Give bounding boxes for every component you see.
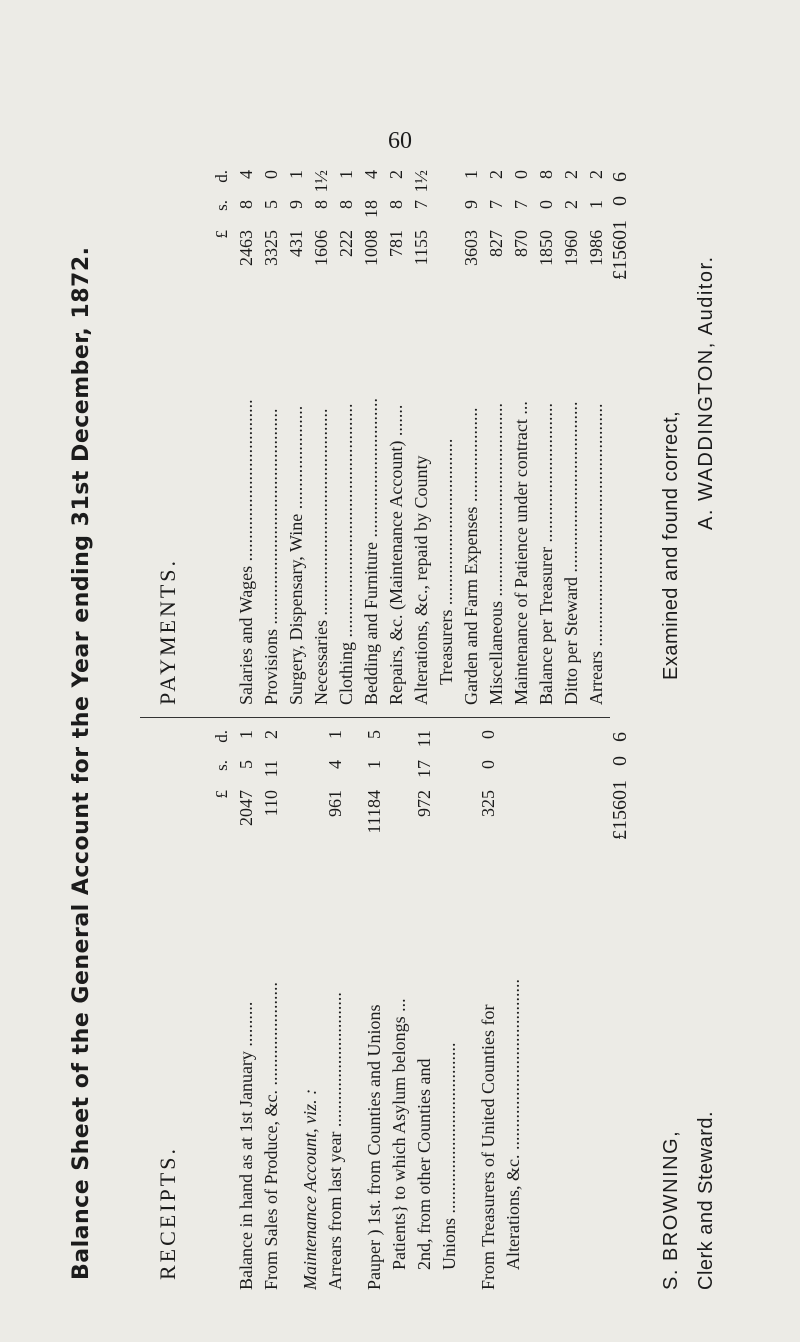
payments-units	[212, 170, 234, 705]
payment-row	[484, 170, 509, 705]
payment-description: Maintenance of Patience under contract ...	[511, 401, 531, 705]
receipt-row	[323, 730, 348, 1290]
amount-pounds: 961	[325, 790, 345, 817]
receipt-description: Pauper ) 1st. from Counties and Unions	[364, 1004, 384, 1290]
receipt-row	[437, 730, 462, 1290]
receipt-description: From Sales of Produce, &c. .......................	[261, 982, 281, 1290]
amount-shillings: 17	[414, 760, 434, 778]
payment-description: Ditto per Steward ......................................	[561, 401, 581, 705]
payment-description: Treasurers .....................................	[436, 438, 456, 685]
amount-shillings: 9	[461, 200, 481, 209]
receipts-panel	[150, 730, 631, 1290]
amount-shillings: 2	[561, 200, 581, 209]
receipt-amount	[412, 730, 437, 850]
payment-description: Salaries and Wages ....................................	[236, 399, 256, 705]
payment-description: Surgery, Dispensary, Wine .......................	[286, 405, 306, 705]
row-gap	[462, 730, 476, 1290]
amount-pence: 1	[325, 730, 345, 739]
payment-amount	[359, 170, 384, 290]
receipt-description: Maintenance Account, viz. :	[300, 1088, 320, 1290]
receipt-description: 2nd, from other Counties and	[414, 1058, 434, 1270]
receipt-description: Arrears from last year ..............................	[325, 992, 345, 1290]
amount-pounds: 2463	[236, 230, 256, 266]
amount-pence: 1	[336, 170, 356, 179]
amount-pence: 2	[586, 170, 606, 179]
payment-description: Alterations, &c., repaid by County	[411, 455, 431, 705]
receipt-description: Unions ......................................	[439, 1042, 459, 1270]
amount-shillings: 1	[586, 200, 606, 209]
receipt-row	[476, 730, 501, 1290]
amount-pence: 0	[478, 730, 498, 739]
payment-description: Miscellaneous ...........................................	[486, 403, 506, 705]
amount-pence: 0	[261, 170, 281, 179]
payment-description: Arrears ......................................................	[586, 403, 606, 705]
payment-amount	[509, 170, 534, 290]
amount-pounds: 2047	[236, 790, 256, 826]
receipt-row	[259, 730, 284, 1290]
receipt-row	[387, 730, 412, 1290]
payment-description: Repairs, &c. (Maintenance Account) .......	[386, 404, 406, 705]
payment-row	[384, 170, 409, 705]
amount-pounds: 3325	[261, 230, 281, 266]
amount-pounds: 325	[478, 790, 498, 817]
amount-pounds: 781	[386, 230, 406, 257]
receipt-amount	[476, 730, 501, 850]
amount-shillings: 8	[386, 200, 406, 209]
payment-amount	[309, 170, 334, 290]
payment-description: Necessaries ..............................................	[311, 408, 331, 705]
receipt-amount	[323, 730, 348, 850]
receipt-row	[362, 730, 387, 1290]
payment-amount	[484, 170, 509, 290]
amount-shillings: 11	[261, 760, 281, 778]
payment-row	[534, 170, 559, 705]
amount-shillings: 5	[261, 200, 281, 209]
payment-row	[509, 170, 534, 705]
total-pence: 6	[609, 732, 631, 742]
receipt-amount	[362, 730, 387, 850]
column-divider	[140, 717, 610, 718]
total-pence: 6	[609, 172, 631, 182]
unit-shillings: s.	[212, 760, 231, 771]
payment-amount	[234, 170, 259, 290]
auditor-name: A. WADDINGTON, Auditor.	[695, 255, 717, 530]
amount-pence: 1	[461, 170, 481, 179]
payment-amount	[459, 170, 484, 290]
total-pounds: £15601	[609, 780, 631, 840]
payment-row	[434, 170, 459, 705]
total-shillings: 0	[609, 756, 631, 766]
amount-shillings: 8	[236, 200, 256, 209]
amount-pence: 1½	[411, 170, 431, 193]
payment-amount	[259, 170, 284, 290]
receipts-rows	[212, 730, 526, 1290]
amount-shillings: 7	[411, 200, 431, 209]
examined-note: Examined and found correct,	[660, 410, 682, 680]
payment-row	[359, 170, 384, 705]
payment-row	[284, 170, 309, 705]
amount-pounds: 3603	[461, 230, 481, 266]
amount-shillings: 0	[478, 760, 498, 769]
amount-pounds: 110	[261, 790, 281, 817]
amount-shillings: 7	[511, 200, 531, 209]
amount-shillings: 8	[336, 200, 356, 209]
total-pounds: £15601	[609, 220, 631, 280]
payment-row	[559, 170, 584, 705]
amount-pence: 1	[236, 730, 256, 739]
amount-pounds: 972	[414, 790, 434, 817]
unit-shillings: s.	[212, 200, 231, 211]
amount-pence: 4	[361, 170, 381, 179]
amount-pounds: 1008	[361, 230, 381, 266]
amount-shillings: 5	[236, 760, 256, 769]
amount-shillings: 9	[286, 200, 306, 209]
unit-pounds: £	[212, 230, 231, 239]
receipts-units	[212, 730, 234, 1290]
receipts-total	[605, 732, 635, 850]
receipt-description: Balance in hand as at 1st January ..........	[236, 1001, 256, 1290]
amount-shillings: 4	[325, 760, 345, 769]
receipt-row	[501, 730, 526, 1290]
amount-shillings: 18	[361, 200, 381, 218]
receipt-row	[412, 730, 437, 1290]
receipts-heading: RECEIPTS.	[155, 1146, 180, 1280]
amount-pence: 1½	[311, 170, 331, 193]
amount-pence: 2	[386, 170, 406, 179]
amount-shillings: 0	[536, 200, 556, 209]
amount-pence: 2	[561, 170, 581, 179]
amount-shillings: 1	[364, 760, 384, 769]
amount-shillings: 7	[486, 200, 506, 209]
amount-pence: 11	[414, 730, 434, 748]
payment-row	[459, 170, 484, 705]
receipt-row	[298, 730, 323, 1290]
payment-amount	[409, 170, 434, 290]
payment-row	[309, 170, 334, 705]
amount-shillings: 8	[311, 200, 331, 209]
receipt-description: Patients} to which Asylum belongs ...	[389, 998, 409, 1270]
amount-pence: 0	[511, 170, 531, 179]
payment-description: Clothing ....................................................	[336, 403, 356, 705]
row-gap	[348, 730, 362, 1290]
payment-row	[334, 170, 359, 705]
payments-panel	[150, 170, 631, 705]
payment-description: Garden and Farm Expenses .....................	[461, 407, 481, 705]
payments-heading: PAYMENTS.	[155, 557, 180, 705]
unit-pence: d.	[212, 170, 231, 183]
receipt-description: From Treasurers of United Counties for	[478, 1004, 498, 1290]
sheet-title: Balance Sheet of the General Account for the Year ending 31st December, 1872.	[69, 246, 94, 1280]
amount-pounds: 1606	[311, 230, 331, 266]
payment-amount	[284, 170, 309, 290]
amount-pounds: 1986	[586, 230, 606, 266]
balance-sheet	[60, 170, 750, 1290]
payment-description: Balance per Treasurer ...............................	[536, 403, 556, 705]
amount-pounds: 11184	[364, 790, 384, 834]
amount-pence: 2	[261, 730, 281, 739]
amount-pence: 5	[364, 730, 384, 739]
payments-total	[605, 172, 635, 290]
unit-pence: d.	[212, 730, 231, 743]
payment-description: Bedding and Furniture ...............................	[361, 398, 381, 705]
amount-pounds: 827	[486, 230, 506, 257]
payment-row	[234, 170, 259, 705]
amount-pounds: 1960	[561, 230, 581, 266]
receipt-row	[234, 730, 259, 1290]
payment-amount	[559, 170, 584, 290]
amount-pounds: 222	[336, 230, 356, 257]
amount-pence: 2	[486, 170, 506, 179]
amount-pounds: 431	[286, 230, 306, 257]
amount-pounds: 870	[511, 230, 531, 257]
payments-rows	[212, 170, 609, 705]
receipt-amount	[234, 730, 259, 850]
unit-pounds: £	[212, 790, 231, 799]
receipt-description: Alterations, &c. ......................................	[503, 979, 523, 1270]
total-shillings: 0	[609, 196, 631, 206]
amount-pence: 4	[236, 170, 256, 179]
payment-description: Provisions ................................................	[261, 408, 281, 705]
payment-amount	[334, 170, 359, 290]
amount-pounds: 1155	[411, 230, 431, 266]
payment-row	[409, 170, 434, 705]
receipt-amount	[259, 730, 284, 850]
payment-row	[259, 170, 284, 705]
page-number: 60	[388, 128, 412, 154]
amount-pounds: 1850	[536, 230, 556, 266]
clerk-role: Clerk and Steward.	[695, 1110, 717, 1290]
payment-amount	[384, 170, 409, 290]
amount-pence: 1	[286, 170, 306, 179]
amount-pence: 8	[536, 170, 556, 179]
payment-amount	[534, 170, 559, 290]
row-gap	[284, 730, 298, 1290]
clerk-name: S. BROWNING,	[660, 1129, 682, 1290]
